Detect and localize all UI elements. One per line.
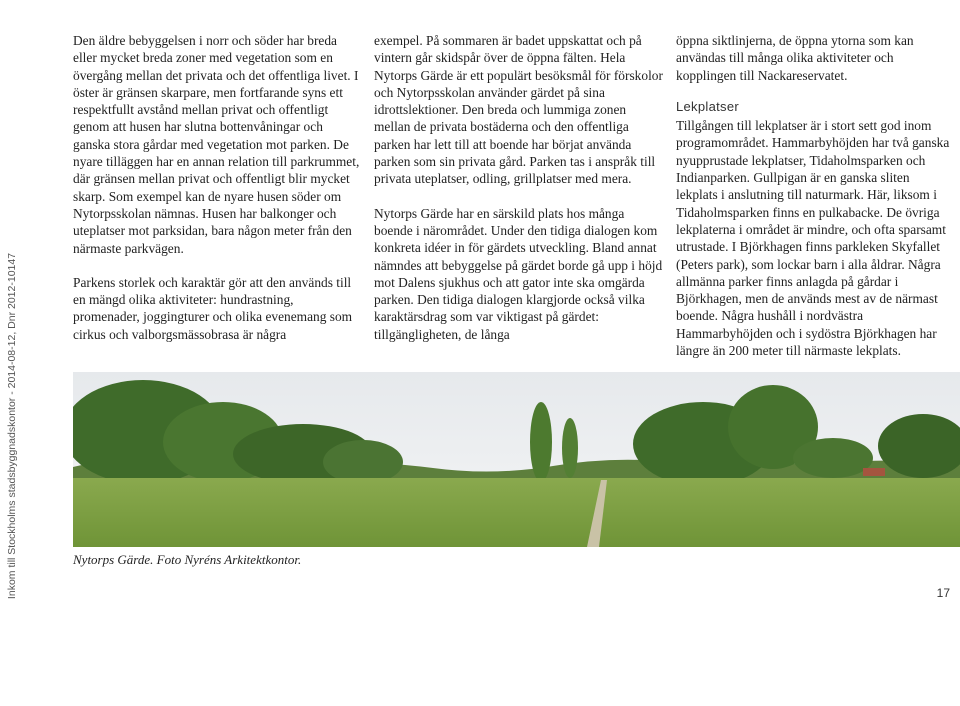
paragraph: exempel. På sommaren är badet uppskattat och på vintern går skidspår över de öppna fälten. Hela Nytorps Gärde är ett populärt besöksmål för förskolor och Nytorpsskolan använder gärdet på sina idrottslektioner. Den breda och lummiga zonen mellan de privata bostäderna och den offentliga parken har lett till att boende har börjat använda parken som sin privata gård. Parken tas i anspråk till privata uteplatser, odling, grillplatser med mera.: [374, 33, 663, 187]
document-stamp: Inkom till Stockholms stadsbyggnadskontor - 2014-08-12, Dnr 2012-10147: [6, 252, 18, 600]
paragraph: Parkens storlek och karaktär gör att den används till en mängd olika aktiviteter: hundrastning, promenader, joggingturer och olika evenemang som cirkus och valborgsmässobrasa är några: [73, 274, 353, 342]
park-photo: [73, 372, 960, 547]
text-column-3: [676, 32, 951, 359]
paragraph: Tillgången till lekplatser är i stort sett god inom programområdet. Hammarbyhöjden har två ganska nyupprustade lekplatser, Tidaholmsparken och Indianparken. Gullpigan är en ganska sliten lekplats i anslutning till naturmark. Här, liksom i Tidaholmsparken finns en pulkabacke. De övriga lekplaterna i området är mindre, och ofta sparsamt utrustade. I Björkhagen finns parkleken Skyfallet (Peters park), som lockar barn i alla åldrar. Några allmänna parker finns anlagda på gårdar i Björkhagen, men de används mest av de närmast boende. Några hushåll i nordvästra Hammarbyhöjden och i sydöstra Björkhagen har längre än 200 meter till närmaste lekplats.: [676, 118, 950, 359]
text-column-2: [374, 32, 664, 343]
paragraph: Nytorps Gärde har en särskild plats hos många boende i närområdet. Under den tidiga dialogen kom konkreta idéer in för gärdets utveckling. Bland annat nämndes att bebyggelse på gärdet borde gå upp i höjd mot Dalens sjukhus och att gator inte ska omgärda parken. Den tidiga dialogen klargjorde också vilka karaktärsdrag som var viktigast på gärdet: tillgängligheten, de långa: [374, 205, 663, 342]
section-heading: Lekplatser: [676, 98, 739, 114]
page-number: 17: [936, 586, 950, 600]
photo-caption: Nytorps Gärde. Foto Nyréns Arkitektkontor.: [73, 552, 302, 567]
text-column-1: [73, 32, 363, 343]
paragraph: Den äldre bebyggelsen i norr och söder har breda eller mycket breda zoner med vegetation som en övergång mellan det privata och det offentliga livet. I öster är gränsen skarpare, men fortfarande syns ett respektfullt avstånd mellan privat och offentligt genom att husen har slutna bottenvåningar och ganska stora gårdar med vegetation mot parken. De nyare tilläggen har en annan relation till parkrummet, där gränsen mellan privat och offentligt blir mycket skarp. Som exempel kan de nyare husen söder om Nytorpsskolan nämnas. Husen har balkonger och uteplatser mot parksidan, bara någon meter från den närmaste parkvägen.: [73, 33, 360, 256]
paragraph: öppna siktlinjerna, de öppna ytorna som kan användas till många olika aktiviteter och kopplingen till Nackareservatet.: [676, 33, 914, 83]
